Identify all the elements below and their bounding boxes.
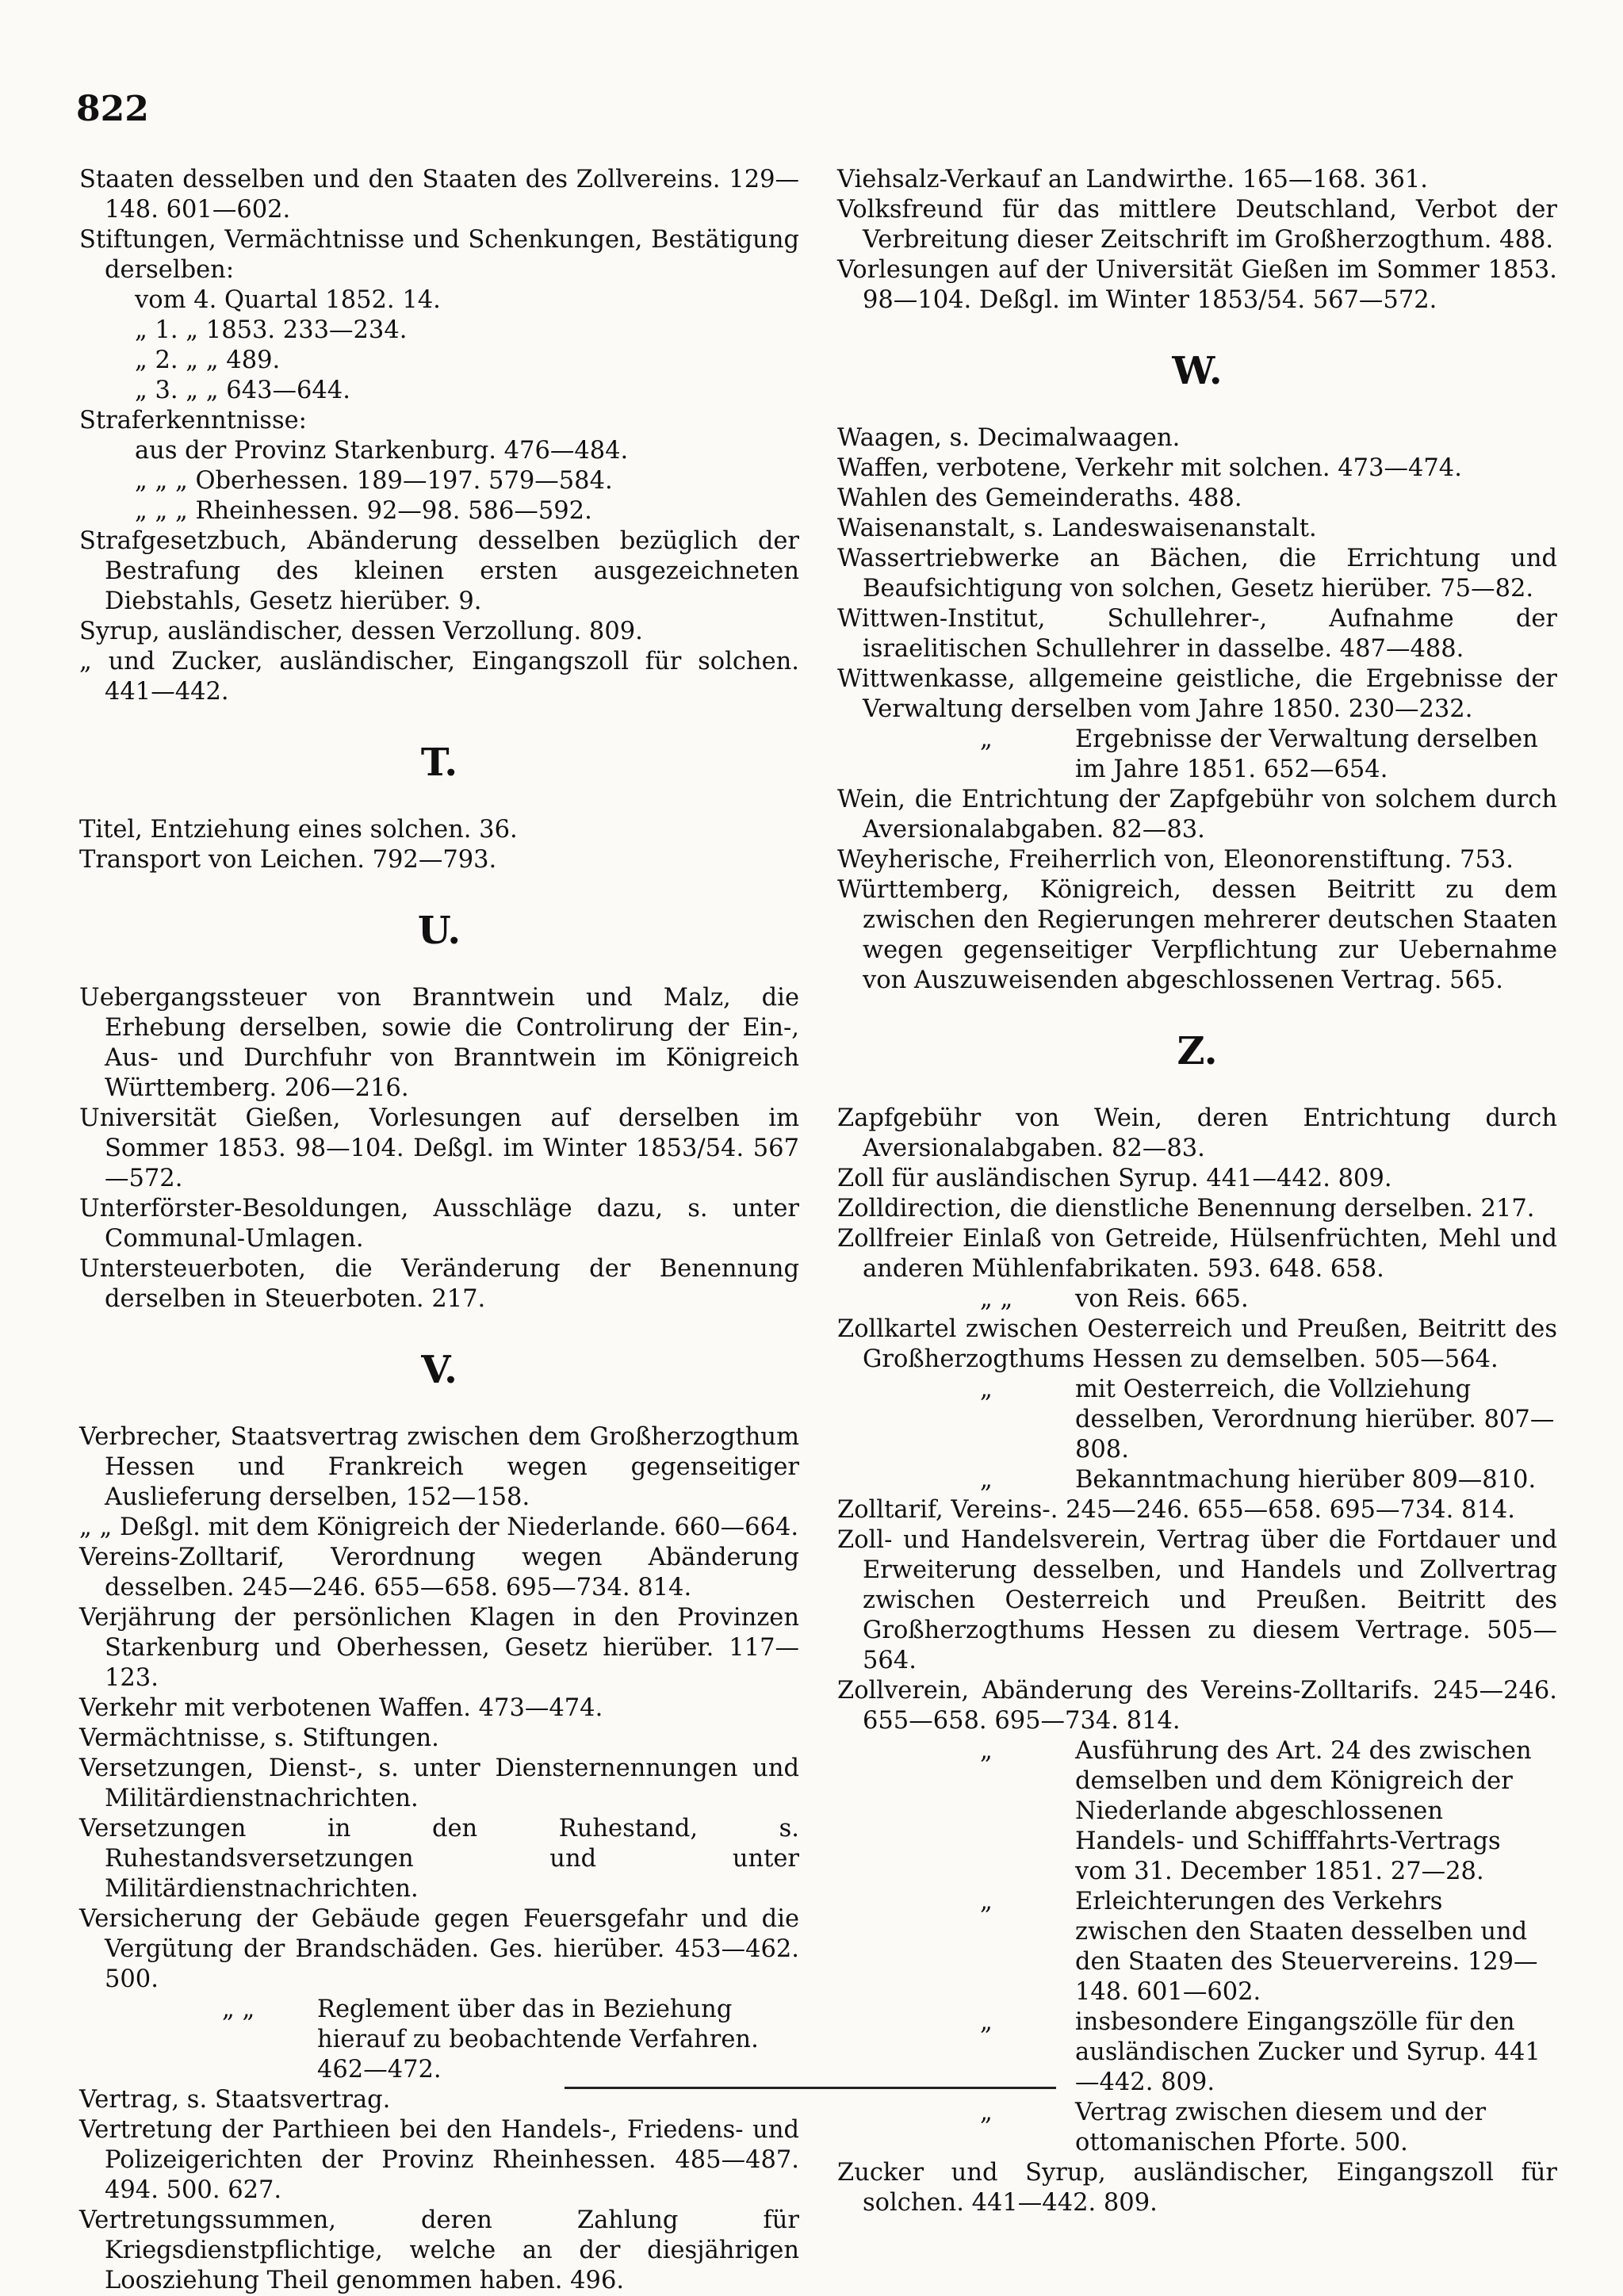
index-entry: Verbrecher, Staatsvertrag zwischen dem Großherzogthum Hessen und Frankreich wegen gegenseitiger Auslieferung derselben, 152—158.: [79, 1423, 799, 1511]
index-entry: Straferkenntnisse:: [79, 407, 307, 434]
ditto-entry: [837, 725, 1557, 785]
index-entry: Viehsalz-Verkauf an Landwirthe. 165—168. 361.: [837, 166, 1428, 193]
sub-entry: Vertrag zwischen diesem und der ottomanischen Pforte. 500.: [1075, 2099, 1487, 2156]
index-entry: „ „ Deßgl. mit dem Königreich der Niederlande. 660—664.: [79, 1513, 799, 1541]
sub-entry: „ 1. „ 1853. 233—234.: [135, 316, 408, 344]
index-entry: Vereins-Zolltarif, Verordnung wegen Abänderung desselben. 245—246. 655—658. 695—734. 814.: [79, 1544, 799, 1601]
section-letter-t: T.: [420, 740, 458, 785]
index-entry: Vorlesungen auf der Universität Gießen im Sommer 1853. 98—104. Deßgl. im Winter 1853/54. 567—572.: [837, 256, 1557, 314]
sub-entry: Reglement über das in Beziehung hierauf zu beobachtende Verfahren. 462—472.: [317, 1996, 759, 2084]
index-entry: Zapfgebühr von Wein, deren Entrichtung durch Aversionalabgaben. 82—83.: [837, 1104, 1557, 1162]
index-entry: Waffen, verbotene, Verkehr mit solchen. 473—474.: [837, 454, 1462, 482]
ditto-mark: „: [980, 2008, 993, 2036]
index-entry: Wahlen des Gemeinderaths. 488.: [837, 484, 1242, 512]
index-entry: Versicherung der Gebäude gegen Feuersgefahr und die Vergütung der Brandschäden. Ges. hierüber. 453—462. 500.: [79, 1905, 799, 1993]
sub-entry: Ergebnisse der Verwaltung derselben im Jahre 1851. 652—654.: [1075, 725, 1538, 783]
sub-entry: „ 2. „ „ 489.: [135, 346, 281, 374]
index-entry: Verjährung der persönlichen Klagen in den Provinzen Starkenburg und Oberhessen, Gesetz hierüber. 117—123.: [79, 1604, 799, 1692]
index-entry: Transport von Leichen. 792—793.: [79, 846, 497, 874]
index-entry: Versetzungen, Dienst-, s. unter Diensternennungen und Militärdienstnachrichten.: [79, 1755, 799, 1812]
left-column: [79, 165, 799, 2296]
sub-entry: von Reis. 665.: [1075, 1285, 1249, 1313]
sub-entry: „ „ „ Oberhessen. 189—197. 579—584.: [135, 467, 613, 495]
index-entry: Universität Gießen, Vorlesungen auf derselben im Sommer 1853. 98—104. Deßgl. im Winter 1853/54. 567—572.: [79, 1104, 799, 1192]
index-entry: Untersteuerboten, die Veränderung der Benennung derselben in Steuerboten. 217.: [79, 1255, 799, 1313]
index-entry: Wittwenkasse, allgemeine geistliche, die Ergebnisse der Verwaltung derselben vom Jahre 1850. 230—232.: [837, 665, 1557, 723]
sub-entry: insbesondere Eingangszölle für den ausländischen Zucker und Syrup. 441—442. 809.: [1075, 2008, 1541, 2096]
index-entry: Vertretung der Parthieen bei den Handels-, Friedens- und Polizeigerichten der Provinz Rheinhessen. 485—487. 494. 500. 627.: [79, 2116, 799, 2204]
ditto-mark: „: [980, 1466, 993, 1494]
section-letter-z: Z.: [1177, 1029, 1218, 1073]
index-entry: Waagen, s. Decimalwaagen.: [837, 424, 1181, 452]
ditto-entry: [837, 1375, 1557, 1465]
index-entry: Verkehr mit verbotenen Waffen. 473—474.: [79, 1694, 603, 1722]
ditto-mark: „ „: [980, 1285, 1013, 1313]
right-column: [837, 165, 1557, 2218]
sub-entry: Erleichterungen des Verkehrs zwischen den Staaten desselben und den Staaten des Steuervereins. 129—148. 601—602.: [1075, 1888, 1538, 2006]
index-entry: Unterförster-Besoldungen, Ausschläge dazu, s. unter Communal-Umlagen.: [79, 1195, 799, 1253]
index-entry: Uebergangssteuer von Branntwein und Malz, die Erhebung derselben, sowie die Controlirung der Ein-, Aus- und Durchfuhr von Branntwein im Königreich Württemberg. 206—216.: [79, 984, 799, 1102]
index-entry: Zollfreier Einlaß von Getreide, Hülsenfrüchten, Mehl und anderen Mühlenfabrikaten. 593. 648. 658.: [837, 1225, 1557, 1283]
index-entry: Weyherische, Freiherrlich von, Eleonorenstiftung. 753.: [837, 846, 1514, 874]
ditto-mark: „ „: [222, 1996, 255, 2023]
ditto-entry: [837, 2007, 1557, 2098]
index-entry: Vertrag, s. Staatsvertrag.: [79, 2086, 391, 2114]
ditto-mark: „: [980, 1888, 993, 1915]
section-letter-v: V.: [421, 1348, 457, 1392]
ditto-entry: [79, 1995, 799, 2085]
index-entry: Wein, die Entrichtung der Zapfgebühr von solchem durch Aversionalabgaben. 82—83.: [837, 786, 1557, 844]
index-entry: Zolltarif, Vereins-. 245—246. 655—658. 695—734. 814.: [837, 1496, 1515, 1524]
footer-rule: [565, 2087, 1056, 2089]
index-entry: Volksfreund für das mittlere Deutschland, Verbot der Verbreitung dieser Zeitschrift im Großherzogthum. 488.: [837, 196, 1557, 254]
index-entry: Zoll für ausländischen Syrup. 441—442. 809.: [837, 1165, 1392, 1192]
index-entry: Wittwen-Institut, Schullehrer-, Aufnahme der israelitischen Schullehrer in dasselbe. 487—488.: [837, 605, 1557, 663]
sub-entry: aus der Provinz Starkenburg. 476—484.: [135, 437, 629, 465]
index-entry: Zollverein, Abänderung des Vereins-Zolltarifs. 245—246. 655—658. 695—734. 814.: [837, 1677, 1557, 1735]
ditto-entry: [837, 1284, 1557, 1314]
index-entry: Vermächtnisse, s. Stiftungen.: [79, 1724, 439, 1752]
ditto-entry: [837, 1736, 1557, 1887]
index-entry: Staaten desselben und den Staaten des Zollvereins. 129—148. 601—602.: [79, 166, 799, 224]
sub-entry: Bekanntmachung hierüber 809—810.: [1075, 1466, 1537, 1494]
index-entry: Versetzungen in den Ruhestand, s. Ruhestandsversetzungen und unter Militärdienstnachrichten.: [79, 1815, 799, 1903]
section-letter-w: W.: [1172, 349, 1223, 393]
ditto-mark: „: [980, 2099, 993, 2126]
section-letter-u: U.: [417, 909, 461, 953]
sub-entry: mit Oesterreich, die Vollziehung desselben, Verordnung hierüber. 807—808.: [1075, 1376, 1555, 1464]
ditto-mark: „: [980, 1376, 993, 1403]
sub-entry: „ „ „ Rheinhessen. 92—98. 586—592.: [135, 497, 592, 525]
index-entry: Zucker und Syrup, ausländischer, Eingangszoll für solchen. 441—442. 809.: [837, 2159, 1557, 2217]
index-entry: Titel, Entziehung eines solchen. 36.: [79, 816, 518, 844]
sub-entry: vom 4. Quartal 1852. 14.: [135, 286, 441, 314]
ditto-mark: „: [980, 1737, 993, 1765]
sub-entry: „ 3. „ „ 643—644.: [135, 377, 350, 404]
page-number: 822: [76, 89, 149, 129]
index-entry: Württemberg, Königreich, dessen Beitritt zu dem zwischen den Regierungen mehrerer deutschen Staaten wegen gegenseitiger Verpflichtung zur Uebernahme von Auszuweisenden abgeschlossenen Vertrag. 565.: [837, 876, 1557, 994]
index-entry: „ und Zucker, ausländischer, Eingangszoll für solchen. 441—442.: [79, 648, 799, 706]
index-entry: Zolldirection, die dienstliche Benennung derselben. 217.: [837, 1195, 1535, 1223]
index-entry: Zollkartel zwischen Oesterreich und Preußen, Beitritt des Großherzogthums Hessen zu demselben. 505—564.: [837, 1315, 1557, 1373]
index-entry: Syrup, ausländischer, dessen Verzollung. 809.: [79, 618, 643, 645]
ditto-mark: „: [980, 725, 993, 753]
index-entry: Zoll- und Handelsverein, Vertrag über die Fortdauer und Erweiterung desselben, und Handels und Zollvertrag zwischen Oesterreich und Preußen. Beitritt des Großherzogthums Hessen zu diesem Vertrage. 505—564.: [837, 1526, 1557, 1674]
index-entry: Vertretungssummen, deren Zahlung für Kriegsdienstpflichtige, welche an der diesjährigen Loosziehung Theil genommen haben. 496.: [79, 2206, 799, 2294]
index-entry: Strafgesetzbuch, Abänderung desselben bezüglich der Bestrafung des kleinen ersten ausgezeichneten Diebstahls, Gesetz hierüber. 9.: [79, 527, 799, 615]
index-entry: Wassertriebwerke an Bächen, die Errichtung und Beaufsichtigung von solchen, Gesetz hierüber. 75—82.: [837, 545, 1557, 603]
sub-entry: Ausführung des Art. 24 des zwischen demselben und dem Königreich der Niederlande abgeschlossenen Handels- und Schifffahrts-Vertrags vom 31. December 1851. 27—28.: [1075, 1737, 1532, 1885]
index-entry: Stiftungen, Vermächtnisse und Schenkungen, Bestätigung derselben:: [79, 226, 799, 284]
index-entry: Waisenanstalt, s. Landeswaisenanstalt.: [837, 515, 1317, 542]
ditto-entry: [837, 1887, 1557, 2007]
ditto-entry: [837, 2098, 1557, 2158]
ditto-entry: [837, 1465, 1557, 1495]
